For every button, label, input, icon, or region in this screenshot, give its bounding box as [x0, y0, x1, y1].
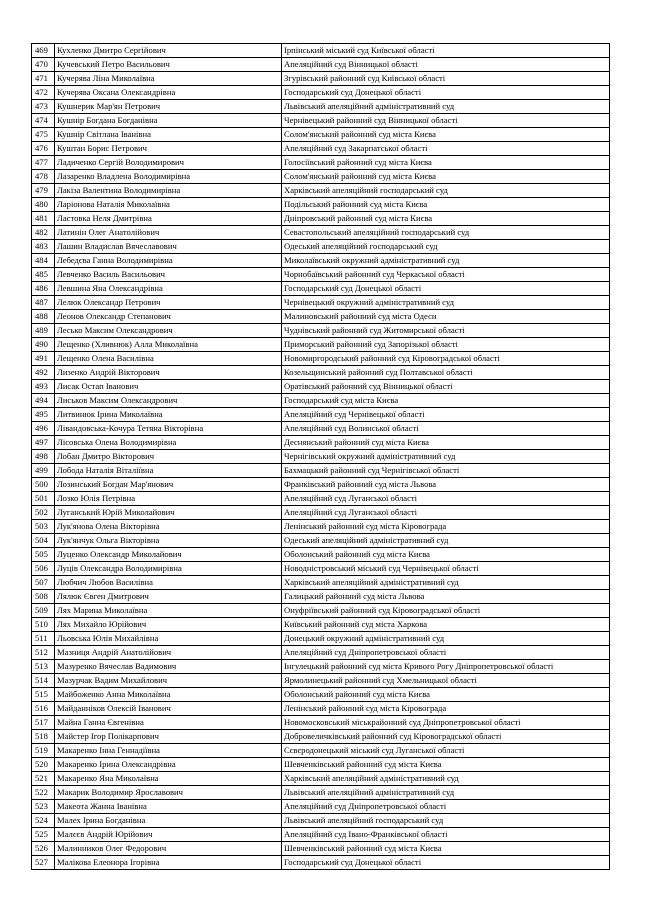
court-name-cell: Апеляційний суд Чернівецької області — [282, 408, 610, 422]
row-number-cell: 471 — [32, 72, 55, 86]
row-number-cell: 482 — [32, 226, 55, 240]
court-name-cell: Апеляційний суд Дніпропетровської області — [282, 646, 610, 660]
row-number-cell: 472 — [32, 86, 55, 100]
court-name-cell: Миколаївський окружний адміністративний суд — [282, 254, 610, 268]
judge-name-cell: Мазниця Андрій Анатолійович — [55, 646, 282, 660]
court-name-cell: Онуфріївський районний суд Кіровоградської області — [282, 604, 610, 618]
judge-name-cell: Майстер Ігор Полікарпович — [55, 730, 282, 744]
table-row — [32, 576, 610, 590]
court-name-cell: Харківський апеляційний адміністративний суд — [282, 576, 610, 590]
judge-name-cell: Луценко Олександр Миколайович — [55, 548, 282, 562]
table-row — [32, 506, 610, 520]
row-number-cell: 485 — [32, 268, 55, 282]
table-row — [32, 478, 610, 492]
judge-name-cell: Кучерява Оксана Олександрівна — [55, 86, 282, 100]
row-number-cell: 508 — [32, 590, 55, 604]
court-name-cell: Апеляційний суд Луганської області — [282, 506, 610, 520]
judge-name-cell: Макаренко Інна Геннадіївна — [55, 744, 282, 758]
table-row — [32, 492, 610, 506]
court-name-cell: Сєвєродонецький міський суд Луганської області — [282, 744, 610, 758]
row-number-cell: 500 — [32, 478, 55, 492]
court-name-cell: Ірпінський міський суд Київської області — [282, 44, 610, 58]
court-name-cell: Подільський районний суд міста Києва — [282, 198, 610, 212]
table-row — [32, 282, 610, 296]
row-number-cell: 518 — [32, 730, 55, 744]
table-row — [32, 674, 610, 688]
table-row — [32, 380, 610, 394]
row-number-cell: 490 — [32, 338, 55, 352]
row-number-cell: 481 — [32, 212, 55, 226]
court-name-cell: Донецький окружний адміністративний суд — [282, 632, 610, 646]
judge-name-cell: Ладиченко Сергій Володимирович — [55, 156, 282, 170]
court-name-cell: Деснянський районний суд міста Києва — [282, 436, 610, 450]
row-number-cell: 498 — [32, 450, 55, 464]
court-name-cell: Оболонський районний суд міста Києва — [282, 548, 610, 562]
court-name-cell: Харківський апеляційний господарський суд — [282, 184, 610, 198]
judge-name-cell: Лук'янчук Ольга Вікторівна — [55, 534, 282, 548]
table-row — [32, 814, 610, 828]
judge-name-cell: Малех Ірина Богданівна — [55, 814, 282, 828]
judge-name-cell: Лакіза Валентина Володимирівна — [55, 184, 282, 198]
judge-name-cell: Лещенко Олена Василівна — [55, 352, 282, 366]
table-row — [32, 856, 610, 870]
table-row — [32, 716, 610, 730]
row-number-cell: 507 — [32, 576, 55, 590]
table-row — [32, 86, 610, 100]
table-row — [32, 366, 610, 380]
court-name-cell: Інгулецький районний суд міста Кривого Рогу Дніпропетровської області — [282, 660, 610, 674]
table-row — [32, 800, 610, 814]
judges-table — [31, 43, 610, 870]
row-number-cell: 503 — [32, 520, 55, 534]
row-number-cell: 475 — [32, 128, 55, 142]
row-number-cell: 519 — [32, 744, 55, 758]
court-name-cell: Шевченківський районний суд міста Києва — [282, 842, 610, 856]
judge-name-cell: Куштан Борис Петрович — [55, 142, 282, 156]
table-row — [32, 408, 610, 422]
table-row — [32, 58, 610, 72]
judge-name-cell: Луців Олександра Володимирівна — [55, 562, 282, 576]
table-row — [32, 632, 610, 646]
court-name-cell: Київський районний суд міста Харкова — [282, 618, 610, 632]
judge-name-cell: Майбоженко Анна Миколаївна — [55, 688, 282, 702]
row-number-cell: 478 — [32, 170, 55, 184]
judge-name-cell: Лозко Юлія Петрівна — [55, 492, 282, 506]
judge-name-cell: Лебедєва Ганна Володимирівна — [55, 254, 282, 268]
court-name-cell: Харківський апеляційний адміністративний суд — [282, 772, 610, 786]
court-name-cell: Голосіївський районний суд міста Києва — [282, 156, 610, 170]
row-number-cell: 487 — [32, 296, 55, 310]
judge-name-cell: Леонов Олександр Степанович — [55, 310, 282, 324]
judge-name-cell: Лещенко (Хливнюк) Алла Миколаївна — [55, 338, 282, 352]
table-row — [32, 618, 610, 632]
table-row — [32, 44, 610, 58]
table-row — [32, 590, 610, 604]
table-row — [32, 184, 610, 198]
row-number-cell: 484 — [32, 254, 55, 268]
table-row — [32, 730, 610, 744]
court-name-cell: Господарський суд Донецької області — [282, 86, 610, 100]
table-row — [32, 744, 610, 758]
row-number-cell: 514 — [32, 674, 55, 688]
judge-name-cell: Малікова Елеонора Ігорівна — [55, 856, 282, 870]
court-name-cell: Господарський суд міста Києва — [282, 394, 610, 408]
judge-name-cell: Латинін Олег Анатолійович — [55, 226, 282, 240]
table-row — [32, 310, 610, 324]
court-name-cell: Господарський суд Донецької області — [282, 282, 610, 296]
court-name-cell: Солом'янський районний суд міста Києва — [282, 128, 610, 142]
judge-name-cell: Лесько Максим Олександрович — [55, 324, 282, 338]
table-row — [32, 562, 610, 576]
court-name-cell: Чуднівський районний суд Житомирської області — [282, 324, 610, 338]
table-row — [32, 688, 610, 702]
court-name-cell: Оболонський районний суд міста Києва — [282, 688, 610, 702]
row-number-cell: 488 — [32, 310, 55, 324]
court-name-cell: Добровеличківський районний суд Кіровоградської області — [282, 730, 610, 744]
judge-name-cell: Левшина Яна Олександрівна — [55, 282, 282, 296]
judge-name-cell: Лях Марина Миколаївна — [55, 604, 282, 618]
judge-name-cell: Ластовка Неля Дмитрівна — [55, 212, 282, 226]
table-row — [32, 142, 610, 156]
table-row — [32, 394, 610, 408]
court-name-cell: Апеляційний суд Луганської області — [282, 492, 610, 506]
table-row — [32, 786, 610, 800]
row-number-cell: 505 — [32, 548, 55, 562]
judge-name-cell: Лук'янова Олена Вікторівна — [55, 520, 282, 534]
court-name-cell: Львівський апеляційний адміністративний суд — [282, 786, 610, 800]
court-name-cell: Шевченківський районний суд міста Києва — [282, 758, 610, 772]
court-name-cell: Господарський суд Донецької області — [282, 856, 610, 870]
court-name-cell: Приморський районний суд Запорізької області — [282, 338, 610, 352]
table-row — [32, 296, 610, 310]
table-row — [32, 702, 610, 716]
judge-name-cell: Майна Ганна Євгенівна — [55, 716, 282, 730]
judge-name-cell: Лозинський Богдан Мар'янович — [55, 478, 282, 492]
court-name-cell: Чернівецький окружний адміністративний суд — [282, 296, 610, 310]
row-number-cell: 515 — [32, 688, 55, 702]
judge-name-cell: Лялюк Євген Дмитрович — [55, 590, 282, 604]
judge-name-cell: Малєєв Андрій Юрійович — [55, 828, 282, 842]
table-row — [32, 758, 610, 772]
court-name-cell: Оратівський районний суд Вінницької області — [282, 380, 610, 394]
judge-name-cell: Кушнір Богдана Богданівна — [55, 114, 282, 128]
row-number-cell: 517 — [32, 716, 55, 730]
judge-name-cell: Литвинюк Ірина Миколаївна — [55, 408, 282, 422]
court-name-cell: Солом'янський районний суд міста Києва — [282, 170, 610, 184]
judge-name-cell: Майданніков Олексій Іванович — [55, 702, 282, 716]
table-row — [32, 198, 610, 212]
judge-name-cell: Кушнерик Мар'ян Петрович — [55, 100, 282, 114]
table-row — [32, 548, 610, 562]
court-name-cell: Франківський районний суд міста Львова — [282, 478, 610, 492]
table-row — [32, 604, 610, 618]
row-number-cell: 469 — [32, 44, 55, 58]
judge-name-cell: Лисак Остап Іванович — [55, 380, 282, 394]
row-number-cell: 489 — [32, 324, 55, 338]
judge-name-cell: Лобода Наталія Віталіївна — [55, 464, 282, 478]
row-number-cell: 495 — [32, 408, 55, 422]
judge-name-cell: Макарик Володимир Ярославович — [55, 786, 282, 800]
table-row — [32, 646, 610, 660]
judge-name-cell: Макеота Жанна Іванівна — [55, 800, 282, 814]
judge-name-cell: Кучевський Петро Васильович — [55, 58, 282, 72]
judges-table-body — [32, 44, 610, 870]
row-number-cell: 502 — [32, 506, 55, 520]
judge-name-cell: Лобан Дмитро Вікторович — [55, 450, 282, 464]
court-name-cell: Апеляційний суд Івано-Франківської області — [282, 828, 610, 842]
judge-name-cell: Лелюк Олександр Петрович — [55, 296, 282, 310]
judge-name-cell: Мазуренко Вячеслав Вадимович — [55, 660, 282, 674]
table-row — [32, 436, 610, 450]
judge-name-cell: Макаренко Яна Миколаївна — [55, 772, 282, 786]
row-number-cell: 522 — [32, 786, 55, 800]
row-number-cell: 511 — [32, 632, 55, 646]
judge-name-cell: Лісовська Олена Володимирівна — [55, 436, 282, 450]
court-name-cell: Чернігівський окружний адміністративний суд — [282, 450, 610, 464]
court-name-cell: Апеляційний суд Волинської області — [282, 422, 610, 436]
court-name-cell: Апеляційний суд Дніпропетровської області — [282, 800, 610, 814]
court-name-cell: Малиновський районний суд міста Одеси — [282, 310, 610, 324]
table-row — [32, 772, 610, 786]
court-name-cell: Чернівецький районний суд Вінницької області — [282, 114, 610, 128]
table-row — [32, 100, 610, 114]
row-number-cell: 516 — [32, 702, 55, 716]
row-number-cell: 477 — [32, 156, 55, 170]
court-name-cell: Новомиргородський районний суд Кіровоградської області — [282, 352, 610, 366]
row-number-cell: 470 — [32, 58, 55, 72]
judge-name-cell: Ларіонова Наталія Миколаївна — [55, 198, 282, 212]
court-name-cell: Новомосковський міськрайонний суд Дніпропетровської області — [282, 716, 610, 730]
row-number-cell: 474 — [32, 114, 55, 128]
table-row — [32, 842, 610, 856]
row-number-cell: 525 — [32, 828, 55, 842]
row-number-cell: 479 — [32, 184, 55, 198]
court-name-cell: Згурівський районний суд Київської області — [282, 72, 610, 86]
table-row — [32, 450, 610, 464]
court-name-cell: Одеський апеляційний господарський суд — [282, 240, 610, 254]
table-row — [32, 464, 610, 478]
court-name-cell: Одеський апеляційний адміністративний суд — [282, 534, 610, 548]
judge-name-cell: Лазаренко Владлена Володимирівна — [55, 170, 282, 184]
judge-name-cell: Кучерява Ліна Миколаївна — [55, 72, 282, 86]
row-number-cell: 524 — [32, 814, 55, 828]
judge-name-cell: Льовська Юлія Михайлівна — [55, 632, 282, 646]
table-row — [32, 534, 610, 548]
table-row — [32, 114, 610, 128]
judge-name-cell: Макаренко Ірина Олександрівна — [55, 758, 282, 772]
row-number-cell: 501 — [32, 492, 55, 506]
table-row — [32, 352, 610, 366]
table-row — [32, 520, 610, 534]
row-number-cell: 499 — [32, 464, 55, 478]
table-row — [32, 170, 610, 184]
row-number-cell: 483 — [32, 240, 55, 254]
judge-name-cell: Мазурчак Вадим Михайлович — [55, 674, 282, 688]
row-number-cell: 480 — [32, 198, 55, 212]
table-row — [32, 240, 610, 254]
judge-name-cell: Кушнір Світлана Іванівна — [55, 128, 282, 142]
judge-name-cell: Лизенко Андрій Вікторович — [55, 366, 282, 380]
table-row — [32, 212, 610, 226]
court-name-cell: Апеляційний суд Закарпатської області — [282, 142, 610, 156]
row-number-cell: 496 — [32, 422, 55, 436]
judge-name-cell: Луганський Юрій Миколайович — [55, 506, 282, 520]
table-row — [32, 324, 610, 338]
row-number-cell: 523 — [32, 800, 55, 814]
court-name-cell: Севастопольський апеляційний господарський суд — [282, 226, 610, 240]
court-name-cell: Чорнобаївський районний суд Черкаської області — [282, 268, 610, 282]
row-number-cell: 493 — [32, 380, 55, 394]
row-number-cell: 486 — [32, 282, 55, 296]
row-number-cell: 513 — [32, 660, 55, 674]
table-row — [32, 338, 610, 352]
row-number-cell: 491 — [32, 352, 55, 366]
row-number-cell: 497 — [32, 436, 55, 450]
row-number-cell: 504 — [32, 534, 55, 548]
court-name-cell: Ленінський районний суд міста Кіровограда — [282, 702, 610, 716]
court-name-cell: Галицький районний суд міста Львова — [282, 590, 610, 604]
table-row — [32, 254, 610, 268]
row-number-cell: 473 — [32, 100, 55, 114]
table-row — [32, 660, 610, 674]
judge-name-cell: Лях Михайло Юрійович — [55, 618, 282, 632]
judge-name-cell: Кухленко Дмитро Сергійович — [55, 44, 282, 58]
court-name-cell: Дніпровський районний суд міста Києва — [282, 212, 610, 226]
row-number-cell: 492 — [32, 366, 55, 380]
court-name-cell: Апеляційний суд Вінницької області — [282, 58, 610, 72]
row-number-cell: 509 — [32, 604, 55, 618]
court-name-cell: Козельщинський районний суд Полтавської області — [282, 366, 610, 380]
table-row — [32, 828, 610, 842]
row-number-cell: 512 — [32, 646, 55, 660]
row-number-cell: 527 — [32, 856, 55, 870]
row-number-cell: 520 — [32, 758, 55, 772]
table-row — [32, 268, 610, 282]
row-number-cell: 494 — [32, 394, 55, 408]
court-name-cell: Ярмолинецький районний суд Хмельницької області — [282, 674, 610, 688]
court-name-cell: Львівський апеляційний адміністративний суд — [282, 100, 610, 114]
court-name-cell: Львівський апеляційний господарський суд — [282, 814, 610, 828]
judge-name-cell: Лівандовська-Кочура Тетяна Вікторівна — [55, 422, 282, 436]
row-number-cell: 526 — [32, 842, 55, 856]
court-name-cell: Ленінський районний суд міста Кіровограда — [282, 520, 610, 534]
table-row — [32, 226, 610, 240]
row-number-cell: 521 — [32, 772, 55, 786]
judge-name-cell: Лашин Владислав Вячеславович — [55, 240, 282, 254]
court-name-cell: Бахмацький районний суд Чернігівської області — [282, 464, 610, 478]
judge-name-cell: Малинников Олег Федорович — [55, 842, 282, 856]
table-row — [32, 422, 610, 436]
row-number-cell: 476 — [32, 142, 55, 156]
judge-name-cell: Левченко Василь Васильович — [55, 268, 282, 282]
judges-list-sheet — [31, 43, 610, 870]
court-name-cell: Новодністровський міський суд Чернівецької області — [282, 562, 610, 576]
row-number-cell: 510 — [32, 618, 55, 632]
judge-name-cell: Любчич Любов Василівна — [55, 576, 282, 590]
row-number-cell: 506 — [32, 562, 55, 576]
table-row — [32, 156, 610, 170]
table-row — [32, 72, 610, 86]
judge-name-cell: Лиськов Максим Олександрович — [55, 394, 282, 408]
table-row — [32, 128, 610, 142]
